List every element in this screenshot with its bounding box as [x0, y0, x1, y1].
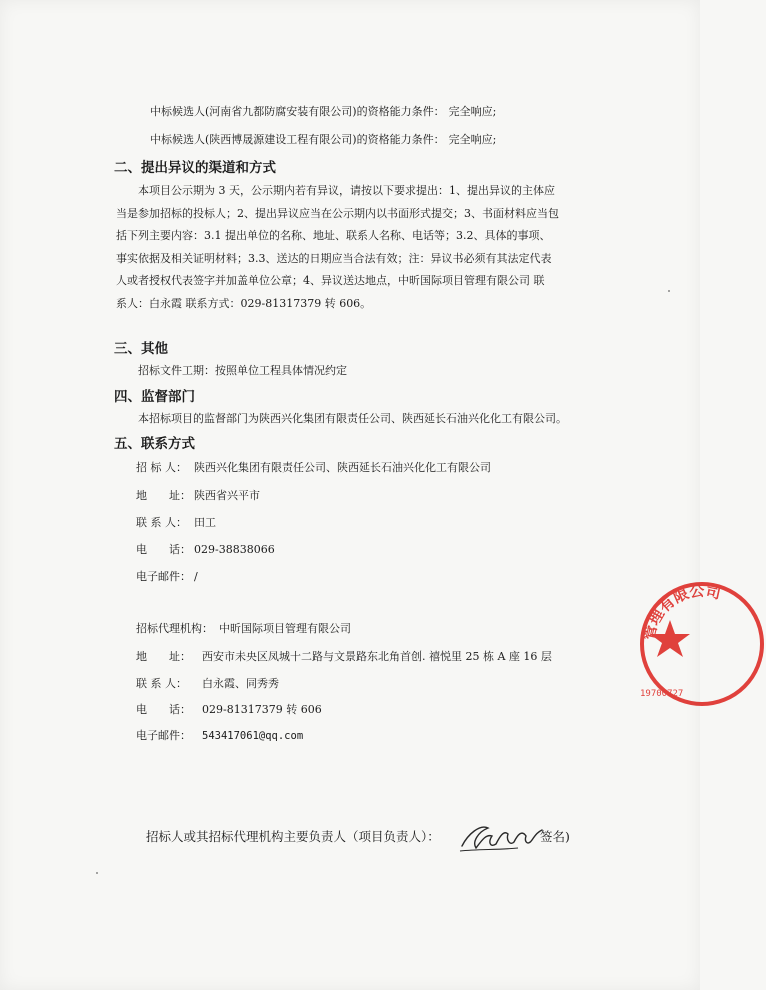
paragraph-line: 本项目公示期为 3 天，公示期内若有异议，请按以下要求提出：1、提出异议的主体应 [138, 184, 555, 197]
tenderer-email-label: 电子邮件： [136, 570, 191, 583]
handwritten-signature [458, 816, 544, 856]
section-heading-other: 三、其他 [114, 341, 168, 357]
candidate-prefix: 中标候选人( [150, 133, 210, 146]
candidate-line-1 [150, 105, 496, 119]
agency-org-label: 招标代理机构： [136, 622, 213, 635]
other-text: 招标文件工期：按照单位工程具体情况约定 [138, 364, 347, 377]
signature-caption: 招标人或其招标代理机构主要负责人（项目负责人）： [146, 829, 440, 844]
objection-paragraph [116, 180, 590, 315]
candidate-suffix: )的资格能力条件： [352, 105, 445, 118]
tenderer-address: 陕西省兴平市 [194, 489, 260, 502]
candidate-suffix: )的资格能力条件： [352, 133, 445, 146]
tenderer-address-label: 地 址： [136, 489, 191, 502]
seal-number: 19700727 [640, 689, 684, 699]
agency-org: 中昕国际项目管理有限公司 [219, 622, 351, 635]
company-seal [636, 578, 766, 708]
paragraph-line: 系人：白永霞 联系方式：029-81317379 转 606。 [116, 296, 372, 310]
tenderer-phone: 029-38838066 [194, 543, 275, 556]
candidate-prefix: 中标候选人( [150, 105, 210, 118]
paragraph-line: 括下列主要内容：3.1 提出单位的名称、地址、联系人名称、电话等；3.2、具体的事项、 [116, 229, 551, 242]
tenderer-contact-label: 联 系 人： [136, 516, 187, 529]
tenderer-name: 陕西兴化集团有限责任公司、陕西延长石油兴化化工有限公司 [194, 461, 491, 474]
seal-text: 管理有限公司 [639, 581, 723, 642]
supervision-text: 本招标项目的监督部门为陕西兴化集团有限责任公司、陕西延长石油兴化化工有限公司。 [138, 412, 567, 425]
agency-address: 西安市未央区凤城十二路与文景路东北角首创. 禧悦里 25 栋 A 座 16 层 [202, 650, 552, 663]
agency-address-label: 地 址： [136, 650, 191, 663]
section-heading-contact: 五、联系方式 [114, 436, 195, 452]
section-heading-objection: 二、提出异议的渠道和方式 [114, 160, 276, 176]
paragraph-line: 事实依据及相关证明材料；3.3、送达的日期应当合法有效；注：异议书必须有其法定代表 [116, 251, 552, 265]
paragraph-line: 当是参加招标的投标人；2、提出异议应当在公示期内以书面形式提交；3、书面材料应当包 [116, 206, 559, 220]
agency-email-label: 电子邮件： [136, 729, 191, 742]
agency-phone-label: 电 话： [136, 703, 191, 716]
candidate-company: 河南省九都防腐安装有限公司 [209, 105, 353, 118]
tenderer-name-label: 招 标 人： [136, 461, 187, 474]
candidate-result: 完全响应; [448, 105, 497, 118]
agency-email: 543417061@qq.com [202, 730, 304, 742]
scan-speck [668, 290, 670, 292]
agency-phone: 029-81317379 转 606 [202, 703, 322, 716]
candidate-line-2 [150, 133, 496, 147]
scan-speck [96, 872, 98, 874]
tenderer-email: / [194, 570, 198, 583]
candidate-result: 完全响应; [448, 133, 497, 146]
tenderer-contact: 田工 [194, 516, 216, 529]
tenderer-phone-label: 电 话： [136, 543, 191, 556]
section-heading-supervision: 四、监督部门 [114, 389, 195, 405]
agency-contact-label: 联 系 人： [136, 677, 187, 690]
paragraph-line: 人或者授权代表签字并加盖单位公章；4、异议送达地点，中昕国际项目管理有限公司 联 [116, 274, 545, 287]
signature-suffix: 签名) [540, 829, 570, 844]
agency-contact: 白永霞、同秀秀 [202, 677, 279, 690]
candidate-company: 陕西博晟源建设工程有限公司 [209, 133, 353, 146]
